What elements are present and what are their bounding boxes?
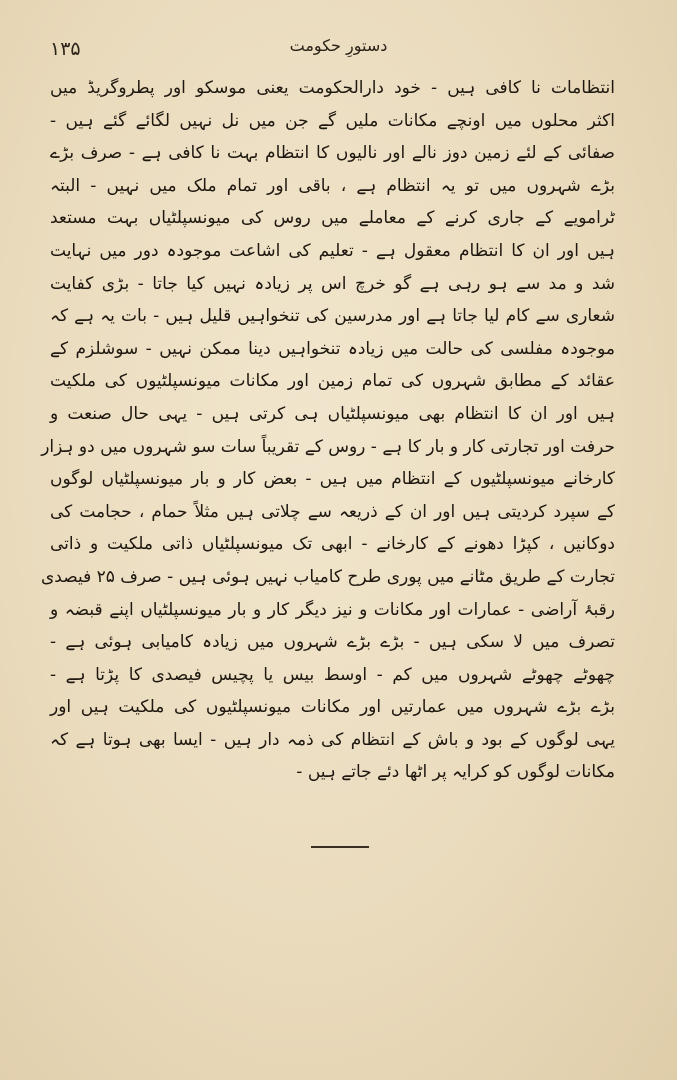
running-title: دستورِ حکومت bbox=[289, 36, 388, 55]
text-line: انتظامات نا کافی ہیں - خود دارالحکومت یعنی موسکو اور پطروگریڈ میں bbox=[50, 78, 615, 98]
text-line: اکثر محلوں میں اونچے مکانات ملیں گے جن میں نل نہیں لگائے گئے ہیں - bbox=[50, 110, 615, 131]
text-line: ہیں اور ان کا انتظام معقول ہے - تعلیم کی اشاعت موجودہ دور میں نہایت bbox=[50, 240, 615, 261]
text-line: حرفت اور تجارتی کار و بار کا ہے - روس کے تقریباً سات سو شہروں میں دو ہزار bbox=[41, 436, 615, 457]
text-line: ہیں اور ان کا انتظام بھی میونسپلٹیاں ہی کرتی ہیں - یہی حال صنعت و bbox=[50, 403, 615, 424]
text-line: عقائد کے مطابق شہروں کی تمام زمین اور مکانات میونسپلٹیوں کی ملکیت bbox=[50, 371, 615, 392]
text-line: رقبۂ آراضی - عمارات اور مکانات و نیز دیگر کار و بار میونسپلٹیاں اپنے قبضہ و bbox=[50, 599, 615, 620]
text-line: تصرف میں لا سکی ہیں - بڑے بڑے شہروں میں زیادہ کامیابی ہوئی ہے - bbox=[50, 632, 615, 653]
text-line: شعاری سے کام لیا جاتا ہے اور مدرسین کی تنخواہیں قلیل ہیں - بات یہ ہے کہ bbox=[50, 306, 615, 327]
text-line: بڑے بڑے شہروں میں عمارتیں اور مکانات میونسپلٹیوں کی ملکیت ہیں اور bbox=[50, 697, 615, 718]
text-line: صفائی کے لئے زمین دوز نالے اور نالیوں کا انتظام بہت نا کافی ہے - صرف بڑے bbox=[50, 143, 615, 164]
text-line: شد و مد سے ہو رہی ہے گو خرچ اس پر زیادہ نہیں کیا جاتا - بڑی کفایت bbox=[50, 273, 615, 294]
text-line: کارخانے میونسپلٹیوں کے انتظام میں ہیں - بعض کار و بار میونسپلٹیاں لوگوں bbox=[50, 469, 615, 490]
text-line: یہی لوگوں کے بود و باش کے انتظام کی ذمہ دار ہیں - ایسا بھی ہوتا ہے کہ bbox=[50, 729, 615, 750]
text-line: چھوٹے چھوٹے شہروں میں کم - اوسط بیس یا پچیس فیصدی کا پڑتا ہے - bbox=[50, 664, 615, 685]
page-header bbox=[0, 36, 677, 66]
text-line: دوکانیں ، کپڑا دھونے کے کارخانے - ابھی تک میونسپلٹیاں ذاتی ملکیت و ذاتی bbox=[50, 534, 615, 555]
text-line: ٹرامویے کے جاری کرنے کے معاملے میں روس کی میونسپلٹیاں بہت مستعد bbox=[50, 208, 615, 229]
text-line: تجارت کے طریق مٹانے میں پوری طرح کامیاب نہیں ہوئی ہیں - صرف ۲۵ فیصدی bbox=[40, 566, 615, 587]
text-line: مکانات لوگوں کو کرایہ پر اٹھا دئے جاتے ہیں - bbox=[296, 762, 615, 783]
text-line: کے سپرد کردیتی ہیں اور ان کے ذریعہ سے چلاتی ہیں مثلاً حمام ، حجامت کی bbox=[50, 501, 615, 522]
text-line: بڑے شہروں میں تو یہ انتظام ہے ، باقی اور تمام ملک میں نہیں - البتہ bbox=[50, 175, 615, 196]
body-text bbox=[40, 72, 615, 789]
page-number: ۱۳۵ bbox=[50, 38, 81, 60]
text-line: موجودہ مفلسی کی حالت میں زیادہ تنخواہیں دینا ممکن نہیں - سوشلزم کے bbox=[50, 338, 615, 359]
section-end-rule bbox=[311, 846, 369, 848]
